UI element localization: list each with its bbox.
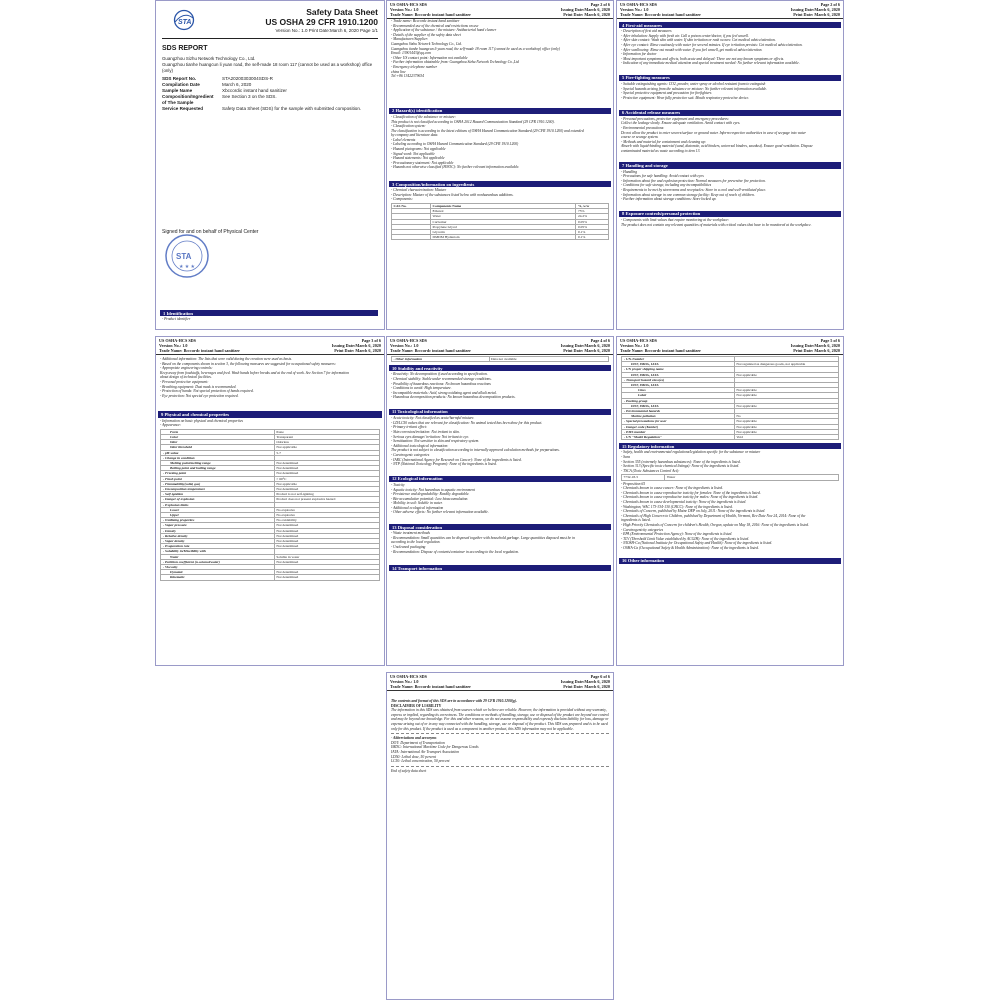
section-title: 1 Identification <box>160 310 378 316</box>
section-9-title: 9 Physical and chemical properties <box>158 411 382 417</box>
table-row: Kinematic Not determined <box>161 575 380 580</box>
table-row: Water 24.2% <box>392 214 609 219</box>
table-row: Marine pollution No <box>622 414 839 419</box>
table-row: - Danger code (Kemler) Not applicable <box>622 424 839 429</box>
table-row: - Evaporation rate Not determined <box>161 544 380 549</box>
table-row: Propylene Glycol 0.05% <box>392 224 609 229</box>
table-row: - pH-value 5-7 <box>161 450 380 455</box>
section-5-body: - Suitable extinguishing agents: CO2, powder, water spray or alcohol resistant foam to extinguish - Special hazards arising from the substance or mixture: No further relevant information available. - Special protective equipment and precaution for firefighters - Protective equipment: Wear fully protective suit. Mouth respiratory protective device. <box>621 82 768 100</box>
table-row: Carbomer 0.05% <box>392 219 609 224</box>
table-row: Class Not applicable <box>622 388 839 393</box>
page-4 <box>155 336 385 666</box>
section-12-title: 12 Ecological information <box>389 476 611 482</box>
section-15-title: 15 Regulatory information <box>619 443 841 449</box>
table-row: - Danger of explosion Product does not present explosive hazard <box>161 497 380 502</box>
header-rule <box>162 38 378 39</box>
disclaimer-title: DISCLAIMER OF LIABILITY <box>391 703 442 708</box>
table-row: - Transport hazard class(es) <box>622 377 839 382</box>
field-row: Service Requested Safety Data Sheet (SDS) for the sample with submitted composition. <box>162 106 362 111</box>
page-header: US OSHA-HCS SDS Page 2 of 6 Version No.: 1.0 Issuing Date:March 6, 2020 Trade Name: Bcccordc instant hand sanitizer Print Date: March 6, 2020 <box>617 1 843 19</box>
sta-logo-icon <box>170 9 198 31</box>
table-row: - Vapor pressure Not determined <box>161 523 380 528</box>
disclaimer-text: The information in this SDS was obtained from sources which we believe are reliable. However, the information is provided without any warranty, express or implied, regarding its correctness. The conditions or methods of handling, storage, use or disposal of the product are beyond our control and may be beyond our knowledge. For this and other reasons, we do not assume responsibility and expressly disclaim liability for loss, damage or expense arising out of or in any way connected with the handling, storage, use or disposal of the product. This SDS was prepared and is to be used only for this product. If the product is used as a component in another product, this SDS information may not be applicable. <box>391 708 609 731</box>
section-8-body: - Components with limit values that require monitoring at the workplace: The product does not contain any relevant quantities of materials with critical values that have to be monitored at the workplace. <box>621 218 812 227</box>
table-row: - Solubility in/Miscibility with <box>161 549 380 554</box>
page-5 <box>386 336 614 666</box>
section-13-title: 13 Disposal consideration <box>389 524 611 530</box>
page-6 <box>616 336 844 666</box>
table-row: - Special precautions for user Not applicable <box>622 419 839 424</box>
table-row: - Self-ignition Product is not self-igniting <box>161 492 380 497</box>
table-row: Water Soluble in water <box>161 554 380 559</box>
table-row: Lower No explosive <box>161 507 380 512</box>
table-row: - Relative density Not determined <box>161 533 380 538</box>
table-row: Odor Odorless <box>161 440 380 445</box>
section-line: - Chemicals of Concern, published by Maine DEP on July, 2011: None of the ingredients is listed. <box>621 509 766 514</box>
section-line: - Chemicals of High Concern to Children, published by Department of Health, Vermont, Rev Date Nov 24, 2014: None of the <box>621 513 806 518</box>
section-3-body: - Chemical characterization: Mixture - Description: Mixture of the substances listed below with nonhazardous additions. - Components: <box>391 188 514 202</box>
section-16-title: 16 Other information <box>619 558 841 564</box>
section-7-body: - Handling - Precautions for safe handling: Avoid contact with eyes - Information about fire and explosion protection: Normal measures for preventive fire protection. - Conditions for safe storage, including any incompatibilities - Requirements to be met by storerooms and receptacles: Store in a cool and well-ventilated place. - Information about storage in one common storage facility: Keep out of reach of children. - Further information about storage conditions: Store locked up. <box>621 169 767 202</box>
section-line: - Chemicals known to cause reproductive toxicity for females: None of the ingredients is listed. <box>621 490 761 495</box>
cover-body <box>162 45 374 112</box>
table-row: Glycerin 0.1% <box>392 230 609 235</box>
section-7-title: 7 Handling and storage <box>619 162 841 168</box>
table-row: - Oxidizing properties No oxidability <box>161 518 380 523</box>
format-statement: The contents and format of this SDS are in accordance with 29 CFR 1910.1200(g). <box>391 699 517 703</box>
svg-text:STA: STA <box>178 19 192 26</box>
end-of-sheet: End of safety data sheet <box>391 768 427 773</box>
section-10-body: - Reactivity: No decomposition if used according to specification. - Chemical stability: Stable under recommended storage conditions. - Possibility of hazardous reactions: No known hazardous reactions - Conditions to avoid: High temperature. - Incompatible materials: Acid, strong oxidizing agent and alkali metal. - Hazardous decomposition products: No known hazardous decomposition products. <box>391 372 516 400</box>
table-row: - Explosion limits <box>161 502 380 507</box>
page-header: US OSHA-HCS SDS Page 2 of 6 Version No.: 1.0 Issuing Date:March 6, 2020 Trade Name: Bcccordc instant hand sanitizer Print Date: March 6, 2020 <box>387 1 613 19</box>
table-row: Ethanol 75% <box>392 209 609 214</box>
section-line: - Washington, WAC 173-334-130 (CHCC): None of the ingredients is listed. <box>621 504 733 509</box>
table-row: Color Transparent <box>161 434 380 439</box>
field-row: Compilation Date March 6, 2020 <box>162 82 252 87</box>
page-7 <box>386 672 614 1000</box>
section-line: - EPA (Environmental Protection Agency): None of the ingredients is listed. <box>621 532 733 537</box>
cover-page <box>155 0 385 330</box>
round-sta-stamp-icon <box>164 233 210 279</box>
section-line: - NIOSH-Ca (National Institute for Occupational Safety and Health): None of the ingredients is listed. <box>621 541 773 546</box>
exposure-continued: - Additional information: The lists that were valid during the creation were used as basis. - Based on the components shown in section 3, the following measures are suggested for occupational safety measures: - Appropriate engineering controls: Keep away from foodstuffs, beverages and feed. Wash hands before breaks and at the end of work. See Section 7 for information about design of technical facilities. - Personal protective equipment: - Breathing equipment: Dust mask is recommended. - Protection of hands: Not special protection of hands required. - Eye protection: Not special eye protection required. <box>160 357 349 398</box>
section-2-body: - Classification of the substance or mixture: This product is not classified according to OSHA 2012 Hazard Communication Standard (29 CFR 1910.1200). - Classification system: The classification is according to the latest editions of OSHA Hazard Communication Standard (29 CFR 1910.1200) and extended by company and literature data. - Label elements - Labeling according to OSHA Hazard Communication Standard (29 CFR 1910.1200) - Hazard pictograms: Not applicable - Signal word: Not applicable - Hazard statements: Not applicable - Precautionary statement: Not applicable - Hazards not otherwise classified (HNOC): No further relevant information available. <box>391 114 584 170</box>
table-row: - Partition coefficient (n-octanol/water) Not determined <box>161 559 380 564</box>
table-row: - Vapor density Not determined <box>161 539 380 544</box>
table-row: - Freezing point Not determined <box>161 471 380 476</box>
document-title: Safety Data Sheet <box>306 7 378 17</box>
section-6-body: - Personal precautions, protective equipment and emergency procedures: Collect the leakage slowly. Ensure adequate ventilation. Avoid contact with eyes. - Environmental precautions: Do not allow the product to enter sewers/surface or ground water. Inform respective authorities in case of seepage into water course or sewage system. - Methods and material for containment and cleaning up: Absorb with liquid-binding material (sand, diatomite, acid binders, universal binders, sawdust). Ensure good ventilation. Dispose contaminated material as waste according to item 13. <box>621 116 813 153</box>
abbreviations-title: - Abbreviations and acronyms <box>391 736 437 741</box>
report-heading: SDS REPORT <box>162 45 208 52</box>
svg-text:★ ★ ★: ★ ★ ★ <box>179 265 195 270</box>
table-row: - Flash point > 60°C <box>161 476 380 481</box>
page-header: US OSHA-HCS SDS Page 4 of 6 Version No.: 1.0 Issuing Date:March 6, 2020 Trade Name: Bcccordc instant hand sanitizer Print Date: March 6, 2020 <box>387 337 613 355</box>
section-line: - Proposition 65 <box>621 481 646 486</box>
field-row: of The Sample <box>162 100 194 105</box>
table-row: - Change in condition <box>161 455 380 460</box>
table-row: - Decomposition temperature Not determined <box>161 486 380 491</box>
document-subtitle: US OSHA 29 CFR 1910.1200 <box>265 17 378 27</box>
table-row: Odor threshold Not applicable <box>161 445 380 450</box>
section-4-title: 4 First-aid measures <box>619 22 841 28</box>
table-row: DMDM Hydantoin 0.1% <box>392 235 609 240</box>
components-table <box>391 203 609 240</box>
section-2-title: 2 Hazard(s) identification <box>389 108 611 114</box>
table-row: Boiling point and boiling range Not determined <box>161 466 380 471</box>
section-6-title: 6 Accidental release measures <box>619 110 841 116</box>
page-header: US OSHA-HCS SDS Page 6 of 6 Version No.: 1.0 Issuing Date:March 6, 2020 Trade Name: Bcccordc instant hand sanitizer Print Date: March 6, 2020 <box>387 673 613 691</box>
company-name: Guangzhou Sizhu Network Technology Co., Ltd. <box>162 56 256 61</box>
page-2 <box>386 0 614 330</box>
section-15-body: - Safety, health and environmental regulations/legislation specific for the substance or mixture - Sara - Section 355 (extremely hazardous substances): None of the ingredients is listed. - Section 313 (Specific toxic chemical listings): None of the ingredients is listed. - TSCA (Toxic Substances Control Act): <box>621 450 761 473</box>
table-row: - Viscosity <box>161 565 380 570</box>
section-line: - Appearance: <box>160 423 182 428</box>
table-row: DOT, IMDG, IATA Not regulated as dangerous goods, not applicable <box>622 362 839 367</box>
field-row: Sample Name Xbccordic instant hand sanitizer <box>162 88 287 93</box>
table-header-row: CAS No. Components Name %, w/w <box>392 204 609 209</box>
section-10-title: 10 Stability and reactivity <box>389 365 611 371</box>
section-line: - Carcinogenicity categories <box>621 527 664 532</box>
section-3-title: 3 Composition/information on ingredients <box>389 181 611 187</box>
section-line: - High Priority Chemicals of Concern for children's Health, Oregon, update on May 18, 2016: None of the ingredients is listed. <box>621 522 810 527</box>
section-15-body-continued <box>617 482 843 551</box>
tsca-table: 7732-18-5 Water <box>621 474 839 480</box>
section-4-body: - Description of first aid measures - After inhalation: Supply with fresh air. Call a poison center/doctor, if you feel unwell. - After skin contact: Wash skin with water. If skin irritation or rash occurs: Get medical advice/attention. - After eye contact: Rinse cautiously with water for several minutes. If eye irritation persists: Get medical advice/attention. - After swallowing: Rinse out mouth with water. If you feel unwell, get medical advice/attention. - Information for doctor - Most important symptoms and effects, both acute and delayed: There are not any known symptoms or effects. - Indication of any immediate medical attention and special treatment needed: No further relevant information available. <box>621 29 803 66</box>
table-row: DOT, IMDG, IATA Not applicable <box>622 372 839 377</box>
section-line: - TLV (Threshold Limit Value established by ACGIH): None of the ingredients is listed. <box>621 536 750 541</box>
field-row: SDS Report No. STA20200303004SDS-R <box>162 76 273 81</box>
table-row: Dynamic Not determined <box>161 570 380 575</box>
section-14-title: 14 Transport information <box>389 565 611 571</box>
section-12-body: - Toxicity - Aquatic toxicity: Not hazardous to aquatic environment - Persistence and degradability: Readily degradable. - Bio-accumulative potential: Low bioaccumulation. - Mobility in soil: Soluble in water. - Additional ecological information - Other adverse effects: No further relevant information available. <box>391 482 489 515</box>
field-row: Composition/Ingredient See Section 3 on the SDS. <box>162 94 277 99</box>
version-line: Version No.: 1.0 Print Date:March 6, 2020 Page 1/1 <box>275 28 378 33</box>
abbreviations-list: DOT: Department of Transportation IMDG: International Maritime Code for Dangerous Goods IATA: International Air Transport Association LD50: Lethal dose, 50 percent LC50: Lethal concentration, 50 percent <box>391 740 479 764</box>
section-line: - Chemicals known to cause reproductive toxicity for males: None of the ingredients is listed. <box>621 495 759 500</box>
table-row: - Environmental hazards <box>622 409 839 414</box>
section-line: - Chemicals known to cause developmental toxicity: None of the ingredients is listed. <box>621 500 747 504</box>
other-info-table: - Other information Data not available <box>391 356 609 362</box>
section-line: - Information on basic physical and chemical properties <box>160 418 243 423</box>
section-8-title: 8 Exposure controls/personal protection <box>619 211 841 217</box>
table-row: - UN-Number <box>622 357 839 362</box>
table-row: - EMS number Not applicable <box>622 429 839 434</box>
section-line: ingredients is listed. <box>621 518 651 523</box>
transport-table <box>621 356 839 440</box>
svg-text:STA: STA <box>176 252 192 261</box>
section-line: - Product identifier <box>162 317 191 322</box>
section-13-body: - Waste treatment methods - Recommendation: Small quantities can be disposed together with household garbage. Large quantities disposed must be in according to the local regulation. - Uncleaned packaging - Recommendation: Dispose of contents/container in according to the local regulation. <box>391 531 575 554</box>
cover-title-block <box>265 7 378 34</box>
stamp-label: Signed for and on behalf of Physical Center <box>162 229 259 235</box>
section-line: - OSHA-Ca (Occupational Safety & Health Administration): None of the ingredients is listed. <box>621 545 759 550</box>
page-header: US OSHA-HCS SDS Page 5 of 6 Version No.: 1.0 Issuing Date:March 6, 2020 Trade Name: Bcccordc instant hand sanitizer Print Date: March 6, 2020 <box>617 337 843 355</box>
section-11-title: 11 Toxicological information <box>389 409 611 415</box>
section-line: - Chemicals known to cause cancer: None of the ingredients is listed. <box>621 486 724 491</box>
table-row: - UN "Model Regulation" Void <box>622 435 839 440</box>
divider <box>391 733 609 734</box>
divider <box>391 766 609 767</box>
table-row: - Flammability(solid, gas) Not applicable <box>161 481 380 486</box>
properties-table <box>160 429 380 581</box>
section-11-body: - Acute toxicity: Not classified as acute/harmful mixture. - LD/LC50 values that are relevant for classification: No animal tested has been done for this product. - Primary irritant effect: - Skin corrosion/irritation: Not irritant to skin. - Serious eyes damage/ irritation: Not irritant to eye. - Sensitization: Not sensitive to skin and respiratory system. - Additional toxicological information: The product is not subject to classification according to internally approved calculation methods for preparations. - Carcinogenic categories - IARC (International Agency for Research on Cancer): None of the ingredients is listed. - NTP (National Toxicology Program): None of the ingredients is listed. <box>391 416 560 467</box>
table-row: DOT, IMDG, IATA <box>622 383 839 388</box>
section-1 <box>158 307 380 322</box>
table-row: - Density Not determined <box>161 528 380 533</box>
table-row: Upper No explosive <box>161 512 380 517</box>
identification-continued: - Trade name: Bcccordc instant hand sanitizer - Recommended use of the chemical and restrictions on use - Application of the substance / the mixture: Antibacterial hand cleaner - Details of the supplier of the safety data sheet - Manufacturer/Supplier: Guangzhou Sizhu Network Technology Co., Ltd. Guangzhou tianhe huangcun li yuan road, the self-made 18 room 117 (cannot be used as a workshop) office (only) Email: 13901443@qq.com - Other US contact point: Information not available - Further information obtainable from: Guangzhou Sizhu Network Technology Co.,Ltd - Emergency telephone number china line Tel:+86 13422379634 <box>391 19 560 79</box>
table-row: Label Not applicable <box>622 393 839 398</box>
table-row: Form Paste <box>161 429 380 434</box>
table-row: DOT, IMDG, IATA Not applicable <box>622 403 839 408</box>
table-row: Melting point/melting range Not determined <box>161 460 380 465</box>
company-address: Guangzhou tianhe huangcun li yuan road, the self-made 18 room 117 (cannot be used as a workshop) office (only) <box>162 62 373 73</box>
page-header: US OSHA-HCS SDS Page 3 of 6 Version No.: 1.0 Issuing Date:March 6, 2020 Trade Name: Bcccordc instant hand sanitizer Print Date: March 6, 2020 <box>156 337 384 355</box>
table-row: - Packing group <box>622 398 839 403</box>
page-3 <box>616 0 844 330</box>
section-5-title: 5 Fire-fighting measures <box>619 75 841 81</box>
table-row: - UN proper shipping name <box>622 367 839 372</box>
